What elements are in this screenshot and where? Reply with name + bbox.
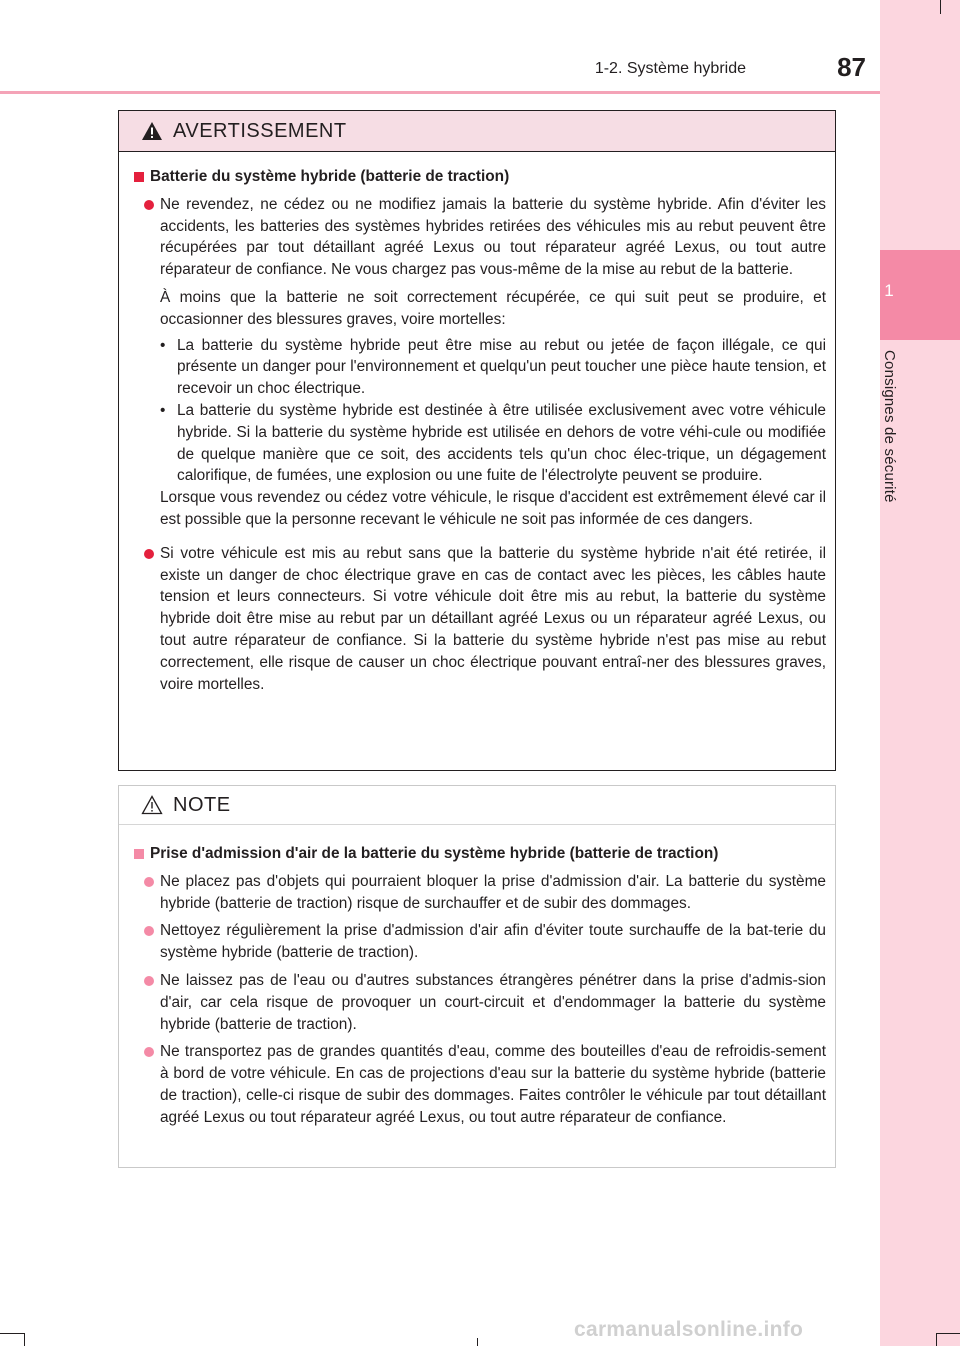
caution-triangle-icon bbox=[141, 795, 163, 815]
footer-watermark: carmanualsonline.info bbox=[574, 1318, 804, 1341]
warning-item bbox=[134, 543, 826, 696]
warning-box bbox=[118, 110, 836, 771]
square-bullet-icon bbox=[134, 172, 144, 182]
note-title: NOTE bbox=[173, 793, 231, 816]
round-bullet-icon bbox=[144, 926, 154, 936]
round-bullet-icon bbox=[144, 877, 154, 887]
chapter-title: Consignes de sécurité bbox=[881, 350, 898, 503]
note-item bbox=[134, 920, 826, 964]
page-number: 87 bbox=[837, 52, 866, 82]
warning-title: AVERTISSEMENT bbox=[173, 119, 347, 142]
warning-item bbox=[134, 194, 826, 537]
crop-mark bbox=[936, 1333, 960, 1334]
list-item bbox=[160, 400, 826, 487]
warning-item-text: Ne revendez, ne cédez ou ne modifiez jamais la batterie du système hybride. Afin d'éviter les accidents, les batteries des systèmes hybrides retirées des véhicules mis au rebut peuvent être récupérées par tout détaillant agréé Lexus ou tout réparateur agréé Lexus, ou tout autre réparateur de confiance. Ne vous chargez pas vous-même de la mise au rebut de la batterie. bbox=[160, 195, 826, 279]
crop-mark bbox=[940, 0, 941, 14]
warning-section-heading: Batterie du système hybride (batterie de traction) bbox=[150, 168, 510, 185]
crop-mark bbox=[0, 1333, 24, 1334]
note-item bbox=[134, 1041, 826, 1128]
crop-mark bbox=[24, 1333, 25, 1346]
round-bullet-icon bbox=[144, 549, 154, 559]
crop-mark bbox=[477, 1338, 478, 1346]
chapter-number: 1 bbox=[884, 281, 894, 300]
list-item bbox=[160, 335, 826, 400]
note-item-text: Ne placez pas d'objets qui pourraient bloquer la prise d'admission d'air. La batterie du système hybride (batterie de traction) risque de surchauffer et de subir des dommages. bbox=[160, 872, 826, 912]
round-bullet-icon bbox=[144, 1047, 154, 1057]
warning-triangle-icon bbox=[141, 121, 163, 141]
round-bullet-icon bbox=[144, 200, 154, 210]
note-body bbox=[119, 825, 835, 1129]
note-item bbox=[134, 970, 826, 1035]
warning-item-text: À moins que la batterie ne soit correctement récupérée, ce qui suit peut se produire, et occasionner des blessures graves, voire mortelles: bbox=[160, 288, 826, 328]
note-header bbox=[119, 786, 835, 825]
section-title: 1-2. Système hybride bbox=[594, 60, 746, 77]
square-bullet-icon bbox=[134, 849, 144, 859]
chapter-side-band bbox=[880, 0, 960, 1346]
round-bullet-icon bbox=[144, 976, 154, 986]
bullet-dot-icon: • bbox=[160, 401, 166, 419]
note-item-text: Ne transportez pas de grandes quantités d'eau, comme des bouteilles d'eau de refroidis-sement à bord de votre véhicule. En cas de projections d'eau sur la batterie du système hybride (batterie de traction), celle-ci risque de subir des dommages. Faites contrôler le véhicule par tout détaillant agréé Lexus ou tout réparateur agréé Lexus, ou tout autre réparateur de confiance. bbox=[160, 1043, 826, 1126]
warning-section bbox=[134, 166, 826, 188]
note-box bbox=[118, 785, 836, 1168]
warning-item-text: Si votre véhicule est mis au rebut sans que la batterie du système hybride n'ait été retirée, il existe un danger de choc électrique grave en cas de contact avec les pièces, les câbles haute tension et leurs connecteurs. Si votre véhicule doit être mis au rebut, la batterie du système hybride doit être mise au rebut par un détaillant agréé Lexus ou un réparateur agréé Lexus, ou tout autre réparateur de confiance. Si la batterie du système hybride n'est pas mise au rebut correctement, elle risque de causer un choc électrique pouvant entraî-ner des blessures graves, voire mortelles. bbox=[160, 544, 826, 693]
list-item-text: La batterie du système hybride peut être mise au rebut ou jetée de façon illégale, ce qui présente un danger pour l'environnement et quelqu'un peut toucher une pièce haute tension, et recevoir un choc électrique. bbox=[177, 336, 826, 398]
header-rule bbox=[0, 91, 880, 94]
list-item-text: La batterie du système hybride est destinée à être utilisée exclusivement avec votre véhicule hybride. Si la batterie du système hybride est utilisée en dehors de votre véhi-cule ou modifiée de quelque manière que ce soit, des accidents tels qu'un choc élec-trique, un dégagement calorifique, de fumées, une explosion ou une fuite de l'électrolyte peuvent se produire. bbox=[177, 401, 826, 485]
bullet-dot-icon: • bbox=[160, 336, 166, 354]
warning-item-text: Lorsque vous revendez ou cédez votre véhicule, le risque d'accident est extrêmement élevé car il est possible que la personne recevant le véhicule ne soit pas informée de ces dangers. bbox=[160, 489, 826, 528]
note-section bbox=[134, 843, 826, 865]
note-item-text: Nettoyez régulièrement la prise d'admission d'air afin d'éviter toute surchauffe de la bat-terie du système hybride (batterie de traction). bbox=[160, 922, 826, 962]
note-item-text: Ne laissez pas de l'eau ou d'autres substances étrangères pénétrer dans la prise d'admis-sion d'air, car cela risque de provoquer un court-circuit et d'endommager la batterie du système hybride (batterie de traction). bbox=[160, 971, 826, 1033]
warning-body bbox=[119, 152, 835, 695]
note-section-heading: Prise d'admission d'air de la batterie du système hybride (batterie de traction) bbox=[150, 845, 719, 862]
note-item bbox=[134, 871, 826, 915]
crop-mark bbox=[936, 1333, 937, 1346]
warning-header bbox=[119, 111, 835, 152]
